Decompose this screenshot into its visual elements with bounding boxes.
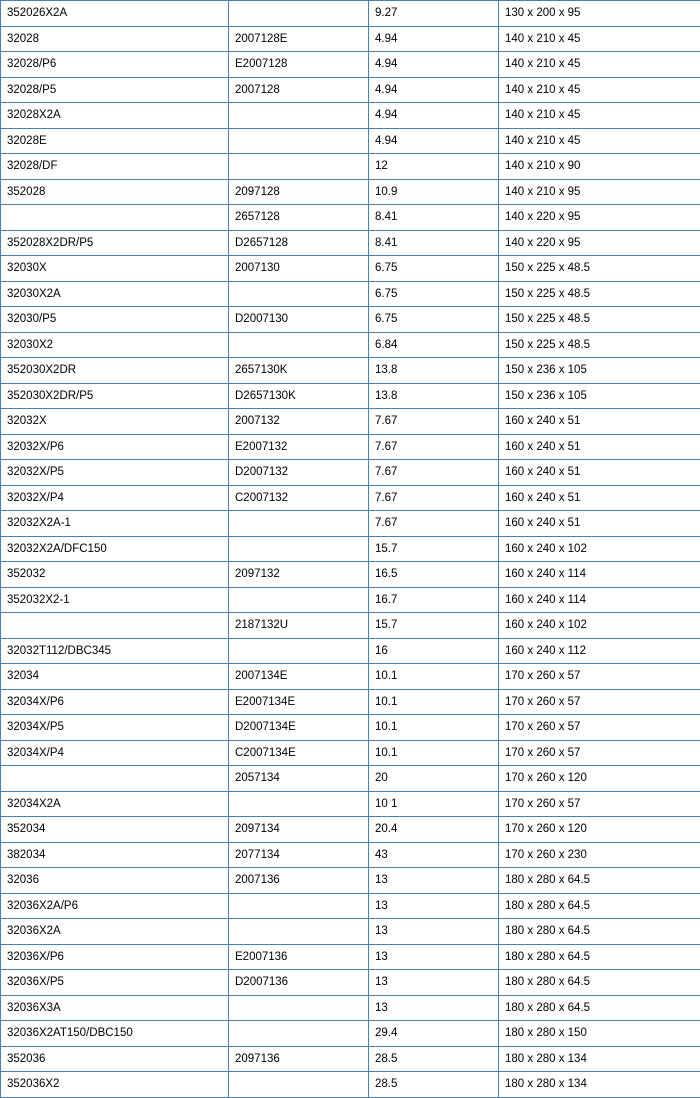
table-row xyxy=(1,613,700,639)
table-cell-weight_kg: 7.67 xyxy=(369,409,499,435)
table-cell-dimensions_mm: 170 x 260 x 57 xyxy=(499,689,700,715)
table-cell-designation: 32036X2AT150/DBC150 xyxy=(1,1021,229,1047)
table-cell-designation: 32036X/P5 xyxy=(1,970,229,996)
table-cell-weight_kg: 13.8 xyxy=(369,358,499,384)
table-cell-weight_kg: 28.5 xyxy=(369,1046,499,1072)
table-cell-dimensions_mm: 160 x 240 x 114 xyxy=(499,562,700,588)
table-cell-alt_designation: E2007128 xyxy=(229,52,369,78)
table-cell-designation: 32036X/P6 xyxy=(1,944,229,970)
table-cell-weight_kg: 10.1 xyxy=(369,664,499,690)
table-row xyxy=(1,230,700,256)
table-cell-weight_kg: 16.7 xyxy=(369,587,499,613)
table-cell-alt_designation: E2007136 xyxy=(229,944,369,970)
table-cell-designation: 32032X/P5 xyxy=(1,460,229,486)
table-cell-dimensions_mm: 160 x 240 x 51 xyxy=(499,460,700,486)
table-cell-weight_kg: 15.7 xyxy=(369,536,499,562)
table-row xyxy=(1,587,700,613)
table-cell-weight_kg: 4.94 xyxy=(369,26,499,52)
table-cell-alt_designation: 2657128 xyxy=(229,205,369,231)
table-cell-dimensions_mm: 170 x 260 x 57 xyxy=(499,791,700,817)
table-row xyxy=(1,944,700,970)
table-row xyxy=(1,970,700,996)
table-row xyxy=(1,103,700,129)
table-cell-alt_designation xyxy=(229,154,369,180)
table-cell-dimensions_mm: 160 x 240 x 51 xyxy=(499,485,700,511)
table-cell-weight_kg: 12 xyxy=(369,154,499,180)
table-cell-dimensions_mm: 150 x 236 x 105 xyxy=(499,383,700,409)
table-cell-alt_designation: E2007134E xyxy=(229,689,369,715)
table-row xyxy=(1,715,700,741)
table-cell-alt_designation xyxy=(229,536,369,562)
table-cell-weight_kg: 9.27 xyxy=(369,1,499,27)
table-cell-alt_designation xyxy=(229,1072,369,1098)
table-cell-designation: 352026X2A xyxy=(1,1,229,27)
table-cell-weight_kg: 7.67 xyxy=(369,485,499,511)
table-cell-weight_kg: 10.1 xyxy=(369,740,499,766)
table-cell-dimensions_mm: 180 x 280 x 134 xyxy=(499,1072,700,1098)
table-cell-designation: 32034 xyxy=(1,664,229,690)
table-cell-weight_kg: 28.5 xyxy=(369,1072,499,1098)
table-cell-designation: 352032 xyxy=(1,562,229,588)
table-cell-alt_designation: 2097128 xyxy=(229,179,369,205)
table-row xyxy=(1,562,700,588)
table-cell-alt_designation xyxy=(229,791,369,817)
table-cell-weight_kg: 8.41 xyxy=(369,230,499,256)
table-cell-weight_kg: 7.67 xyxy=(369,434,499,460)
table-cell-weight_kg: 8.41 xyxy=(369,205,499,231)
table-cell-dimensions_mm: 180 x 280 x 64.5 xyxy=(499,944,700,970)
table-cell-dimensions_mm: 140 x 220 x 95 xyxy=(499,230,700,256)
table-cell-alt_designation xyxy=(229,995,369,1021)
table-cell-weight_kg: 13 xyxy=(369,995,499,1021)
table-cell-designation: 352030X2DR xyxy=(1,358,229,384)
table-cell-dimensions_mm: 180 x 280 x 64.5 xyxy=(499,995,700,1021)
table-cell-alt_designation xyxy=(229,1,369,27)
table-cell-weight_kg: 4.94 xyxy=(369,128,499,154)
table-cell-dimensions_mm: 160 x 240 x 51 xyxy=(499,434,700,460)
table-cell-designation xyxy=(1,766,229,792)
table-row xyxy=(1,460,700,486)
table-cell-alt_designation: 2007132 xyxy=(229,409,369,435)
table-cell-dimensions_mm: 150 x 225 x 48.5 xyxy=(499,281,700,307)
table-cell-alt_designation xyxy=(229,511,369,537)
table-cell-alt_designation: 2007128 xyxy=(229,77,369,103)
table-cell-designation: 32034X/P6 xyxy=(1,689,229,715)
table-cell-weight_kg: 43 xyxy=(369,842,499,868)
table-cell-weight_kg: 7.67 xyxy=(369,460,499,486)
table-cell-dimensions_mm: 160 x 240 x 51 xyxy=(499,511,700,537)
table-row xyxy=(1,1072,700,1098)
table-cell-weight_kg: 4.94 xyxy=(369,77,499,103)
table-cell-designation: 32028X2A xyxy=(1,103,229,129)
table-cell-alt_designation: 2097132 xyxy=(229,562,369,588)
table-cell-weight_kg: 10.9 xyxy=(369,179,499,205)
table-row xyxy=(1,791,700,817)
table-cell-designation: 32028 xyxy=(1,26,229,52)
table-row xyxy=(1,740,700,766)
table-cell-weight_kg: 4.94 xyxy=(369,52,499,78)
table-row xyxy=(1,128,700,154)
table-cell-dimensions_mm: 180 x 280 x 64.5 xyxy=(499,919,700,945)
table-cell-alt_designation xyxy=(229,587,369,613)
table-row xyxy=(1,689,700,715)
table-cell-dimensions_mm: 140 x 210 x 45 xyxy=(499,26,700,52)
table-cell-weight_kg: 20.4 xyxy=(369,817,499,843)
table-cell-weight_kg: 10.1 xyxy=(369,715,499,741)
table-cell-dimensions_mm: 160 x 240 x 114 xyxy=(499,587,700,613)
table-cell-alt_designation xyxy=(229,638,369,664)
table-cell-weight_kg: 6.84 xyxy=(369,332,499,358)
table-body xyxy=(1,1,700,1098)
table-cell-designation: 32028/DF xyxy=(1,154,229,180)
table-cell-designation: 32030/P5 xyxy=(1,307,229,333)
table-cell-designation: 352030X2DR/P5 xyxy=(1,383,229,409)
table-cell-alt_designation: D2657128 xyxy=(229,230,369,256)
table-cell-designation: 32030X xyxy=(1,256,229,282)
table-cell-designation: 32032T112/DBC345 xyxy=(1,638,229,664)
table-row xyxy=(1,154,700,180)
table-cell-weight_kg: 16.5 xyxy=(369,562,499,588)
table-cell-dimensions_mm: 170 x 260 x 57 xyxy=(499,715,700,741)
table-cell-dimensions_mm: 180 x 280 x 150 xyxy=(499,1021,700,1047)
table-cell-alt_designation: 2007130 xyxy=(229,256,369,282)
table-cell-weight_kg: 15.7 xyxy=(369,613,499,639)
table-cell-alt_designation: D2007132 xyxy=(229,460,369,486)
table-cell-weight_kg: 13 xyxy=(369,944,499,970)
table-cell-weight_kg: 4.94 xyxy=(369,103,499,129)
table-cell-alt_designation xyxy=(229,103,369,129)
table-cell-dimensions_mm: 180 x 280 x 64.5 xyxy=(499,893,700,919)
table-row xyxy=(1,536,700,562)
table-cell-designation: 32036 xyxy=(1,868,229,894)
table-row xyxy=(1,77,700,103)
table-cell-weight_kg: 10 1 xyxy=(369,791,499,817)
table-cell-dimensions_mm: 160 x 240 x 51 xyxy=(499,409,700,435)
table-cell-designation: 32032X/P6 xyxy=(1,434,229,460)
table-cell-weight_kg: 13 xyxy=(369,893,499,919)
table-cell-designation: 32032X xyxy=(1,409,229,435)
table-cell-alt_designation: 2657130K xyxy=(229,358,369,384)
table-cell-designation: 32036X2A/P6 xyxy=(1,893,229,919)
table-row xyxy=(1,52,700,78)
table-cell-alt_designation: 2007134E xyxy=(229,664,369,690)
table-cell-weight_kg: 7.67 xyxy=(369,511,499,537)
table-cell-designation: 32032X/P4 xyxy=(1,485,229,511)
table-cell-alt_designation xyxy=(229,893,369,919)
table-cell-alt_designation: C2007134E xyxy=(229,740,369,766)
table-cell-dimensions_mm: 180 x 280 x 64.5 xyxy=(499,970,700,996)
table-cell-dimensions_mm: 130 x 200 x 95 xyxy=(499,1,700,27)
table-cell-designation: 32036X2A xyxy=(1,919,229,945)
table-row xyxy=(1,383,700,409)
table-cell-dimensions_mm: 170 x 260 x 120 xyxy=(499,766,700,792)
table-row xyxy=(1,893,700,919)
table-cell-alt_designation: D2007136 xyxy=(229,970,369,996)
table-cell-dimensions_mm: 170 x 260 x 230 xyxy=(499,842,700,868)
table-cell-dimensions_mm: 160 x 240 x 102 xyxy=(499,536,700,562)
table-row xyxy=(1,256,700,282)
table-row xyxy=(1,664,700,690)
table-cell-designation xyxy=(1,613,229,639)
table-cell-dimensions_mm: 160 x 240 x 102 xyxy=(499,613,700,639)
table-cell-alt_designation: 2077134 xyxy=(229,842,369,868)
table-cell-dimensions_mm: 140 x 210 x 95 xyxy=(499,179,700,205)
table-cell-dimensions_mm: 140 x 210 x 45 xyxy=(499,103,700,129)
table-row xyxy=(1,358,700,384)
table-cell-weight_kg: 20 xyxy=(369,766,499,792)
table-cell-dimensions_mm: 150 x 225 x 48.5 xyxy=(499,256,700,282)
table-cell-dimensions_mm: 150 x 225 x 48.5 xyxy=(499,332,700,358)
table-cell-alt_designation: 2007136 xyxy=(229,868,369,894)
table-cell-weight_kg: 6.75 xyxy=(369,281,499,307)
table-cell-designation: 32034X/P5 xyxy=(1,715,229,741)
table-row xyxy=(1,1046,700,1072)
table-cell-designation: 352036X2 xyxy=(1,1072,229,1098)
table-row xyxy=(1,995,700,1021)
table-cell-designation: 352034 xyxy=(1,817,229,843)
table-cell-weight_kg: 10.1 xyxy=(369,689,499,715)
table-cell-dimensions_mm: 140 x 210 x 45 xyxy=(499,52,700,78)
table-cell-alt_designation: 2187132U xyxy=(229,613,369,639)
table-cell-designation xyxy=(1,205,229,231)
table-row xyxy=(1,919,700,945)
table-row xyxy=(1,205,700,231)
table-cell-weight_kg: 16 xyxy=(369,638,499,664)
table-cell-dimensions_mm: 180 x 280 x 64.5 xyxy=(499,868,700,894)
table-cell-alt_designation: 2097136 xyxy=(229,1046,369,1072)
table-cell-weight_kg: 6.75 xyxy=(369,307,499,333)
table-cell-designation: 32030X2 xyxy=(1,332,229,358)
table-cell-alt_designation: 2007128E xyxy=(229,26,369,52)
table-cell-dimensions_mm: 160 x 240 x 112 xyxy=(499,638,700,664)
table-row xyxy=(1,842,700,868)
table-cell-alt_designation xyxy=(229,281,369,307)
table-cell-designation: 32034X2A xyxy=(1,791,229,817)
table-cell-designation: 32030X2A xyxy=(1,281,229,307)
table-cell-dimensions_mm: 170 x 260 x 57 xyxy=(499,664,700,690)
table-cell-designation: 32032X2A-1 xyxy=(1,511,229,537)
table-cell-weight_kg: 29.4 xyxy=(369,1021,499,1047)
table-row xyxy=(1,179,700,205)
table-cell-weight_kg: 13 xyxy=(369,970,499,996)
table-cell-designation: 32028/P5 xyxy=(1,77,229,103)
table-row xyxy=(1,1,700,27)
table-cell-dimensions_mm: 170 x 260 x 57 xyxy=(499,740,700,766)
table-cell-alt_designation: D2007130 xyxy=(229,307,369,333)
table-cell-alt_designation xyxy=(229,1021,369,1047)
table-cell-weight_kg: 13.8 xyxy=(369,383,499,409)
table-cell-dimensions_mm: 180 x 280 x 134 xyxy=(499,1046,700,1072)
table-cell-designation: 32028E xyxy=(1,128,229,154)
table-cell-weight_kg: 13 xyxy=(369,868,499,894)
table-row xyxy=(1,1021,700,1047)
table-cell-alt_designation: C2007132 xyxy=(229,485,369,511)
table-cell-designation: 352036 xyxy=(1,1046,229,1072)
table-row xyxy=(1,26,700,52)
table-cell-designation: 352028X2DR/P5 xyxy=(1,230,229,256)
table-cell-alt_designation xyxy=(229,128,369,154)
table-cell-alt_designation xyxy=(229,919,369,945)
table-cell-designation: 32028/P6 xyxy=(1,52,229,78)
table-cell-dimensions_mm: 140 x 210 x 90 xyxy=(499,154,700,180)
table-cell-dimensions_mm: 140 x 210 x 45 xyxy=(499,77,700,103)
table-row xyxy=(1,817,700,843)
table-cell-designation: 32032X2A/DFC150 xyxy=(1,536,229,562)
table-row xyxy=(1,766,700,792)
table-cell-alt_designation: 2097134 xyxy=(229,817,369,843)
table-cell-designation: 32036X3A xyxy=(1,995,229,1021)
table-cell-weight_kg: 6.75 xyxy=(369,256,499,282)
table-row xyxy=(1,511,700,537)
table-cell-dimensions_mm: 140 x 220 x 95 xyxy=(499,205,700,231)
table-row xyxy=(1,307,700,333)
table-row xyxy=(1,281,700,307)
table-cell-designation: 352028 xyxy=(1,179,229,205)
table-row xyxy=(1,332,700,358)
table-cell-weight_kg: 13 xyxy=(369,919,499,945)
table-row xyxy=(1,434,700,460)
table-cell-designation: 382034 xyxy=(1,842,229,868)
table-cell-alt_designation: 2057134 xyxy=(229,766,369,792)
table-cell-designation: 352032X2-1 xyxy=(1,587,229,613)
table-cell-alt_designation: E2007132 xyxy=(229,434,369,460)
table-cell-alt_designation: D2007134E xyxy=(229,715,369,741)
table-cell-alt_designation xyxy=(229,332,369,358)
table-cell-dimensions_mm: 150 x 225 x 48.5 xyxy=(499,307,700,333)
table-cell-designation: 32034X/P4 xyxy=(1,740,229,766)
table-cell-dimensions_mm: 150 x 236 x 105 xyxy=(499,358,700,384)
table-cell-dimensions_mm: 140 x 210 x 45 xyxy=(499,128,700,154)
table-row xyxy=(1,409,700,435)
table-cell-dimensions_mm: 170 x 260 x 120 xyxy=(499,817,700,843)
table-row xyxy=(1,868,700,894)
table-row xyxy=(1,485,700,511)
table-cell-alt_designation: D2657130K xyxy=(229,383,369,409)
table-row xyxy=(1,638,700,664)
